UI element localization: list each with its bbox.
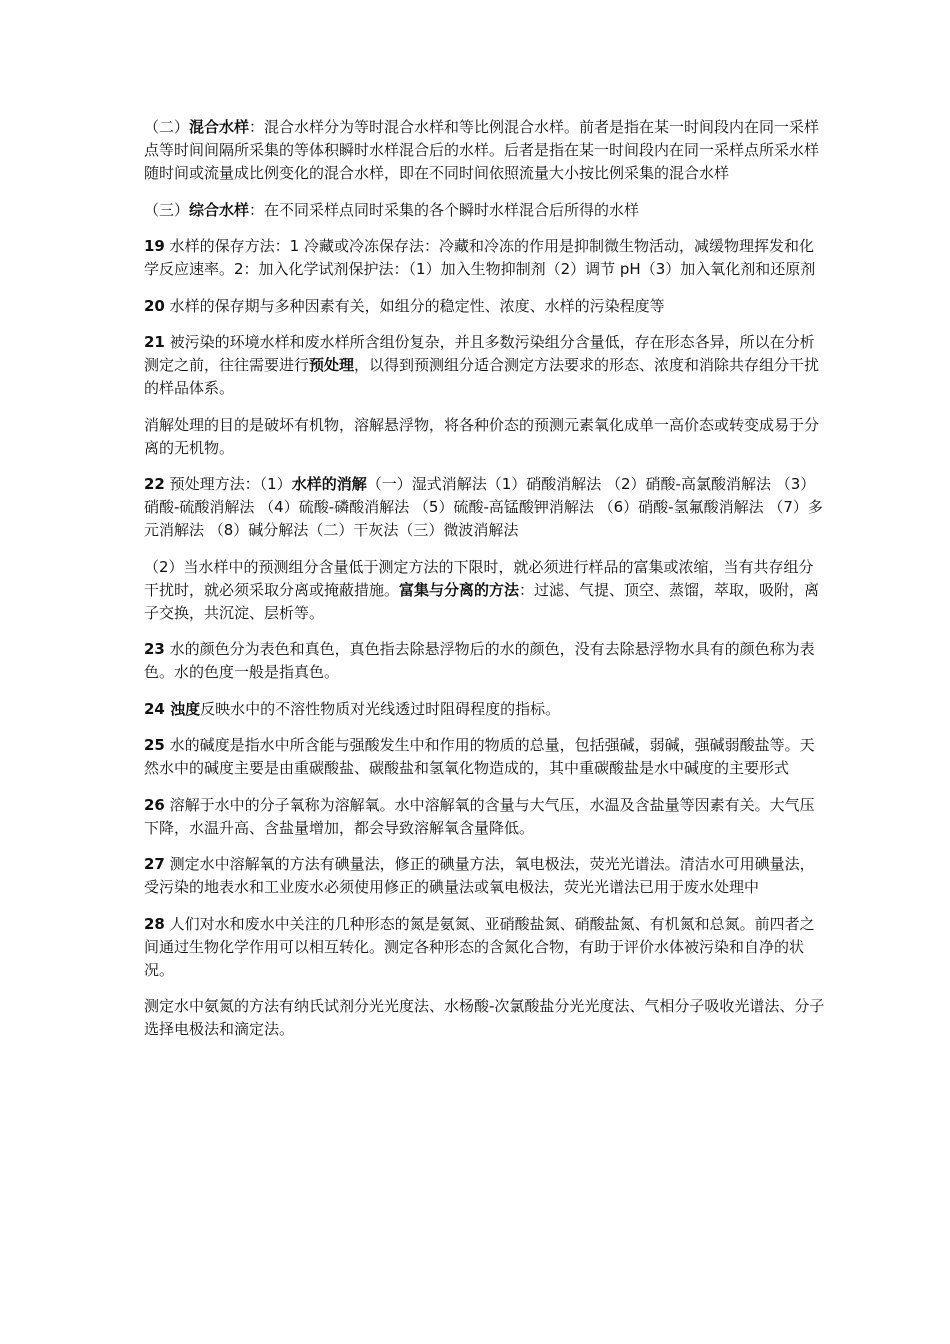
paragraph-text: 消解处理的目的是破坏有机物，溶解悬浮物，将各种价态的预测元素氧化成单一高价态或转变成易于分离的无机物。	[144, 415, 820, 457]
item-number: 27	[144, 855, 165, 873]
paragraph-text: 水的颜色分为表色和真色，真色指去除悬浮物后的水的颜色，没有去除悬浮物水具有的颜色称为表色。水的色度一般是指真色。	[144, 640, 815, 681]
paragraph-text: 水样的保存期与多种因素有关，如组分的稳定性、浓度、水样的污染程度等	[164, 296, 665, 315]
paragraph-text: ，以得到预测组分适合测定方法要求的形态、浓度和消除共存组分干扰的样品体系。	[144, 356, 820, 397]
paragraph-text: 反映水中的不溶性物质对光线透过时阻碍程度的指标。	[200, 699, 561, 718]
paragraph-text: 预处理方法：（1）	[164, 475, 292, 493]
paragraph-23	[144, 638, 828, 684]
item-number: 22	[144, 475, 165, 493]
paragraph-composite-water-sample	[144, 199, 828, 222]
paragraph-text: 人们对水和废水中关注的几种形态的氮是氨氮、亚硝酸盐氮、硝酸盐氮、有机氮和总氮。前四者之间通过生物化学作用可以相互转化。测定各种形态的含氮化合物，有助于评价水体被污染和自净的状况。	[144, 914, 815, 979]
item-number: 24	[144, 699, 165, 718]
paragraph-28	[144, 913, 828, 982]
term-composite-water-sample: 综合水样	[189, 200, 250, 219]
paragraph-text: 测定水中氨氮的方法有纳氏试剂分光光度法、水杨酸-次氯酸盐分光光度法、气相分子吸收光谱法、分子选择电极法和滴定法。	[144, 997, 825, 1038]
paragraph-text: 水样的保存方法：1 冷藏或冷冻保存法：冷藏和冷冻的作用是抑制微生物活动，减缓物理挥发和化学反应速率。2：加入化学试剂保护法：（1）加入生物抑制剂（2）调节 pH（3）加入氧化剂和还原剂	[144, 237, 816, 278]
paragraph-ammonia-methods	[144, 995, 828, 1041]
term-enrichment-separation: 富集与分离的方法	[399, 580, 520, 599]
item-number: 20	[144, 296, 165, 315]
item-number: 19	[144, 237, 165, 255]
paragraph-26	[144, 794, 828, 840]
document-page	[144, 116, 828, 1055]
paragraph-text: ：混合水样分为等时混合水样和等比例混合水样。前者是指在某一时间段内在同一采样点等时间间隔所采集的等体积瞬时水样混合后的水样。后者是指在某一时间段内在同一采样点所采水样随时间或流量成比例变化的混合水样，即在不同时间依照流量大小按比例采集的混合水样	[144, 118, 820, 182]
term-pretreatment: 预处理	[309, 356, 355, 374]
item-number: 26	[144, 795, 165, 814]
paragraph-27	[144, 853, 828, 899]
term-turbidity: 浊度	[164, 699, 201, 718]
paragraph-20	[144, 295, 828, 318]
paragraph-mixed-water-sample	[144, 116, 828, 185]
paragraph-text: 被污染的环境水样和废水样所含组份复杂，并且多数污染组分含量低，存在形态各异，所以在分析测定之前，往往需要进行	[144, 333, 815, 374]
term-mixed-water-sample: 混合水样	[189, 118, 250, 136]
paragraph-text: （2）当水样中的预测组分含量低于测定方法的下限时，就必须进行样品的富集或浓缩，当有共存组分干扰时，就必须采取分离或掩蔽措施。	[144, 557, 814, 599]
item-number: 23	[144, 640, 165, 658]
item-number: 21	[144, 333, 165, 351]
item-number: 28	[144, 914, 165, 933]
paragraph-text: ：过滤、气提、顶空、蒸馏，萃取，吸附，离子交换，共沉淀、层析等。	[144, 580, 820, 622]
paragraph-text: 溶解于水中的分子氧称为溶解氧。水中溶解氧的含量与大气压，水温及含盐量等因素有关。大气压下降，水温升高、含盐量增加，都会导致溶解氧含量降低。	[144, 795, 815, 837]
paragraph-19	[144, 235, 828, 281]
paragraph-21	[144, 331, 828, 400]
paragraph-text: （一）湿式消解法（1）硝酸消解法 （2）硝酸-高氯酸消解法 （3）硝酸-硫酸消解法 （4）硫酸-磷酸消解法 （5）硫酸-高锰酸钾消解法 （6）硝酸-氢氟酸消解法 （7）多元消解法 （8）碱分解法（二）干灰法（三）微波消解法	[144, 475, 823, 539]
item-number: 25	[144, 736, 165, 754]
paragraph-24	[144, 698, 828, 721]
paragraph-enrichment	[144, 556, 828, 625]
paragraph-prefix: （二）	[144, 118, 190, 136]
paragraph-25	[144, 734, 828, 780]
paragraph-prefix: （三）	[144, 200, 190, 219]
paragraph-digestion-purpose	[144, 414, 828, 460]
paragraph-text: 水的碱度是指水中所含能与强酸发生中和作用的物质的总量，包括强碱，弱碱，强碱弱酸盐等。天然水中的碱度主要是由重碳酸盐、碳酸盐和氢氧化物造成的，其中重碳酸盐是水中碱度的主要形式	[144, 736, 815, 777]
paragraph-text: ：在不同采样点同时采集的各个瞬时水样混合后所得的水样	[249, 200, 640, 219]
paragraph-22	[144, 473, 828, 542]
paragraph-text: 测定水中溶解氧的方法有碘量法，修正的碘量方法，氧电极法，荧光光谱法。清洁水可用碘量法，受污染的地表水和工业废水必须使用修正的碘量法或氧电极法，荧光光谱法已用于废水处理中	[144, 855, 815, 896]
term-water-digestion: 水样的消解	[291, 475, 367, 493]
